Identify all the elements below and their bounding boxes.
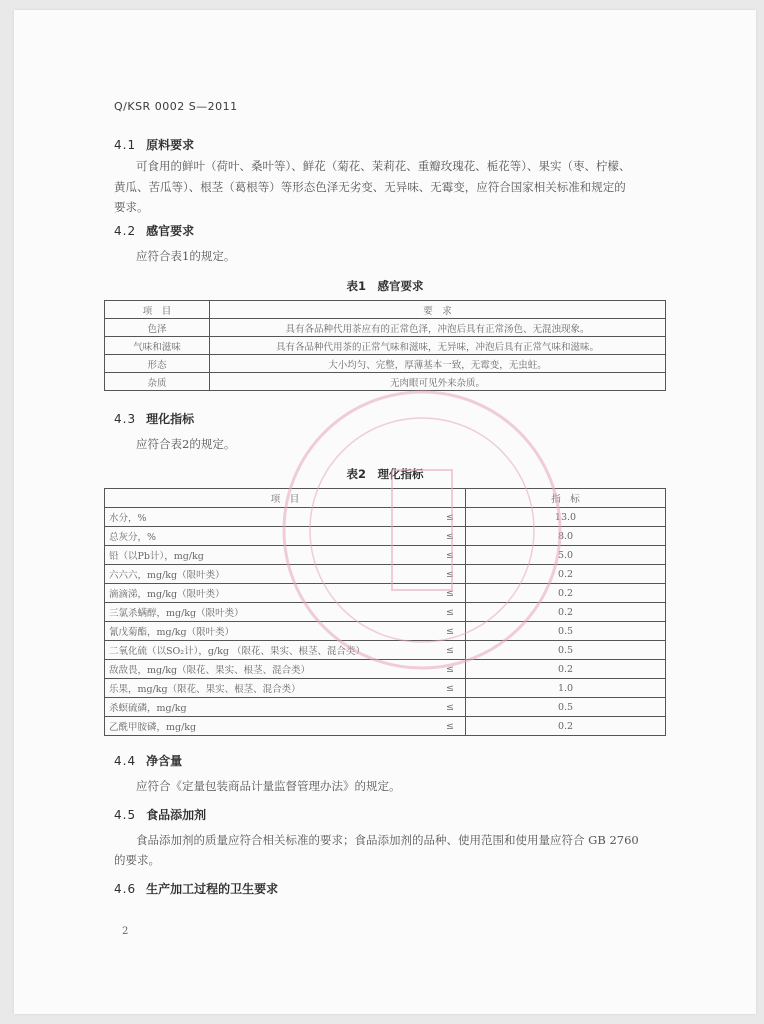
table-row [105,565,666,584]
requirement-cell: 大小均匀、完整，厚薄基本一致，无霉变，无虫蛀。 [210,355,666,373]
item-cell: 气味和滋味 [105,337,210,355]
table-row [105,373,666,391]
section-title: 理化指标 [146,412,195,426]
section-title: 净含量 [146,754,183,768]
table-row [105,660,666,679]
comparison-cell: ≤ [435,584,466,603]
requirement-cell: 具有各品种代用茶的正常气味和滋味，无异味，冲泡后具有正常气味和滋味。 [210,337,666,355]
table-row [105,698,666,717]
section-4-4-heading [114,752,182,769]
section-4-1-line-3: 要求。 [114,200,149,214]
requirement-cell: 具有各品种代用茶应有的正常色泽，冲泡后具有正常汤色、无混浊现象。 [210,319,666,337]
item-cell: 水分，% [105,508,436,527]
table-row [105,584,666,603]
section-number: 4.6 [114,882,137,896]
comparison-cell: ≤ [435,622,466,641]
comparison-cell: ≤ [435,698,466,717]
table-row [105,355,666,373]
section-4-4-text: 应符合《定量包装商品计量监督管理办法》的规定。 [136,779,401,793]
comparison-cell: ≤ [435,565,466,584]
requirement-cell: 无肉眼可见外来杂质。 [210,373,666,391]
indicator-value-cell: 0.2 [466,660,666,679]
physicochemical-indicators-table [104,488,666,736]
item-cell: 杂质 [105,373,210,391]
item-cell: 二氧化硫（以SO₂计），g/kg （限花、果实、根茎、混合类） [105,641,436,660]
comparison-cell: ≤ [435,679,466,698]
item-cell: 铅（以Pb计），mg/kg [105,546,436,565]
section-4-1-line-1: 可食用的鲜叶（荷叶、桑叶等）、鲜花（菊花、茉莉花、重瓣玫瑰花、栀花等）、果实（枣、柠檬、 [136,159,631,173]
indicator-value-cell: 0.5 [466,698,666,717]
table-row [105,319,666,337]
item-cell: 总灰分，% [105,527,436,546]
item-cell: 色泽 [105,319,210,337]
comparison-cell: ≤ [435,527,466,546]
table-header-row [105,489,666,508]
table-header-row [105,301,666,319]
section-number: 4.4 [114,754,137,768]
comparison-cell: ≤ [435,508,466,527]
indicator-value-cell: 0.2 [466,717,666,736]
header-item: 项 目 [105,489,466,508]
table-row [105,508,666,527]
indicator-value-cell: 8.0 [466,527,666,546]
table-2-caption: 表2 理化指标 [346,467,424,481]
section-4-5-line-1: 食品添加剂的质量应符合相关标准的要求；食品添加剂的品种、使用范围和使用量应符合 GB 2760 [136,833,639,847]
comparison-cell: ≤ [435,603,466,622]
section-4-3-text: 应符合表2的规定。 [136,437,236,451]
indicator-value-cell: 0.2 [466,603,666,622]
section-title: 感官要求 [146,224,195,238]
indicator-value-cell: 1.0 [466,679,666,698]
table-row [105,527,666,546]
item-cell: 三氯杀螨醇，mg/kg（限叶类） [105,603,436,622]
indicator-value-cell: 5.0 [466,546,666,565]
table-row [105,546,666,565]
item-cell: 杀螟硫磷，mg/kg [105,698,436,717]
section-number: 4.1 [114,138,137,152]
section-4-2-heading [114,222,194,239]
table-row [105,622,666,641]
table-row [105,641,666,660]
section-4-5-line-2: 的要求。 [114,853,160,867]
sensory-requirements-table [104,300,666,391]
section-4-6-heading [114,880,278,897]
item-cell: 形态 [105,355,210,373]
comparison-cell: ≤ [435,717,466,736]
section-4-1-heading [114,136,194,153]
page-number: 2 [122,926,129,937]
indicator-value-cell: 0.2 [466,584,666,603]
comparison-cell: ≤ [435,546,466,565]
section-4-5-heading [114,806,206,823]
table-row [105,679,666,698]
section-4-3-heading [114,410,194,427]
comparison-cell: ≤ [435,641,466,660]
indicator-value-cell: 13.0 [466,508,666,527]
section-4-2-text: 应符合表1的规定。 [136,249,236,263]
table-row [105,337,666,355]
section-title: 食品添加剂 [146,808,207,822]
item-cell: 六六六，mg/kg（限叶类） [105,565,436,584]
section-number: 4.5 [114,808,137,822]
section-number: 4.2 [114,224,137,238]
table-row [105,603,666,622]
header-indicator: 指 标 [466,489,666,508]
section-4-1-line-2: 黄瓜、苦瓜等）、根茎（葛根等）等形态色泽无劣变、无异味、无霉变，应符合国家相关标准和规定的 [114,180,626,194]
item-cell: 乐果，mg/kg（限花、果实、根茎、混合类） [105,679,436,698]
item-cell: 乙酰甲胺磷，mg/kg [105,717,436,736]
section-title: 生产加工过程的卫生要求 [146,882,279,896]
comparison-cell: ≤ [435,660,466,679]
item-cell: 滴滴涕，mg/kg（限叶类） [105,584,436,603]
section-number: 4.3 [114,412,137,426]
header-requirement: 要 求 [210,301,666,319]
header-item: 项 目 [105,301,210,319]
document-page [14,10,756,1014]
indicator-value-cell: 0.2 [466,565,666,584]
section-title: 原料要求 [146,138,195,152]
standard-code: Q/KSR 0002 S—2011 [114,100,238,113]
item-cell: 敌敌畏，mg/kg（限花、果实、根茎、混合类） [105,660,436,679]
indicator-value-cell: 0.5 [466,622,666,641]
table-1-caption: 表1 感官要求 [346,279,424,293]
indicator-value-cell: 0.5 [466,641,666,660]
item-cell: 氰戊菊酯，mg/kg（限叶类） [105,622,436,641]
table-row [105,717,666,736]
